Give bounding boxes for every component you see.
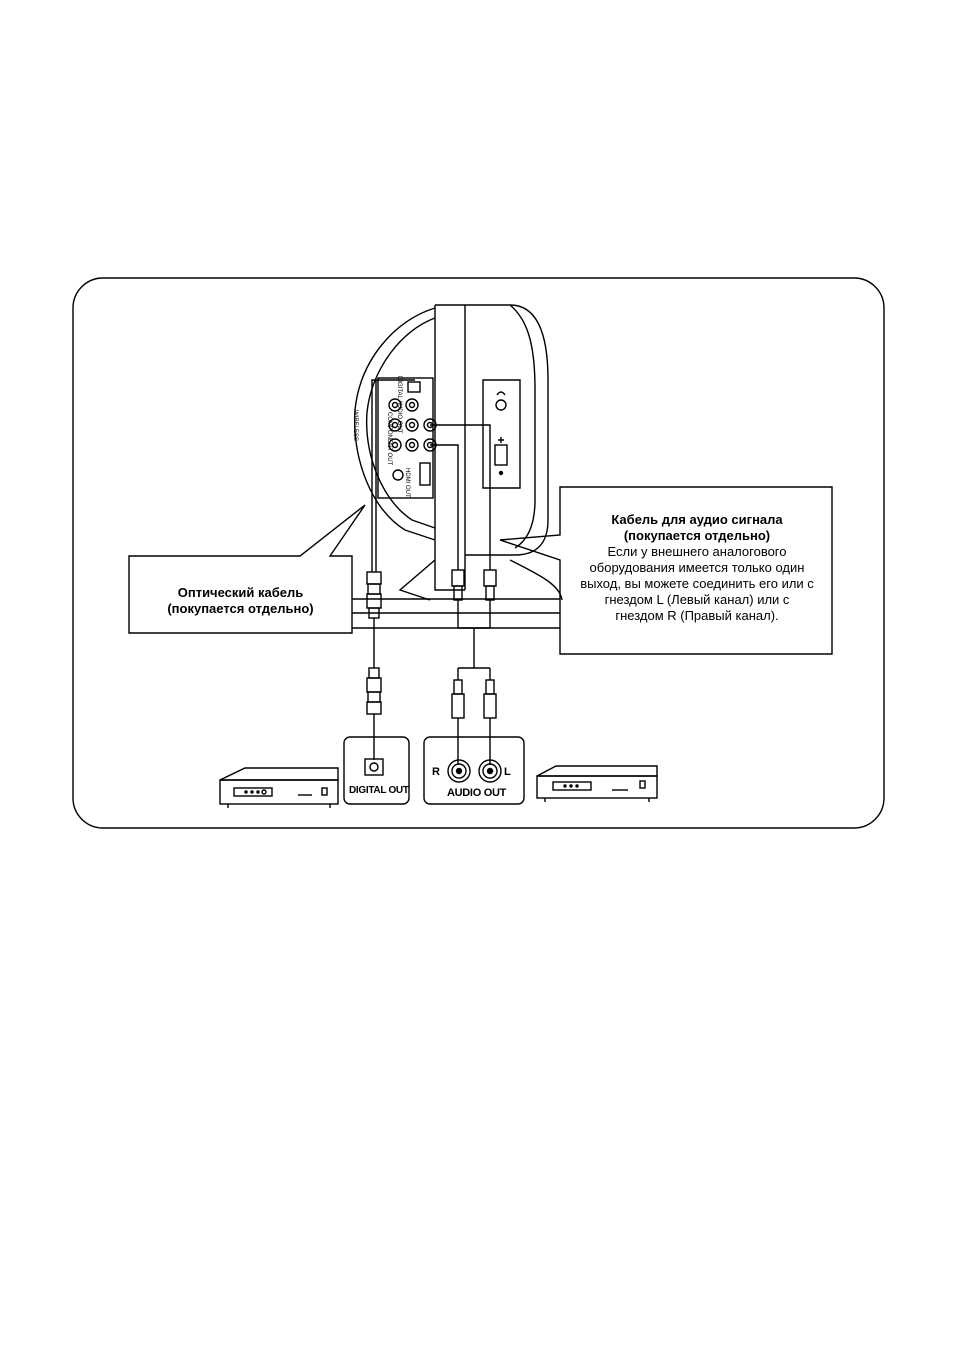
optical-callout-title-1: Оптический кабель — [177, 585, 304, 600]
tv-label-hdmi: HDMI OUT — [404, 468, 410, 498]
tv-label-component: COMPONENT OUT — [386, 412, 392, 466]
audio-callout-line-3: выход, вы можете соединить его или с — [580, 576, 814, 591]
optical-callout-title-2: (покупается отдельно) — [167, 601, 314, 616]
audio-callout-line-2: оборудования имеется только один — [589, 560, 805, 575]
audio-callout-line-1: Если у внешнего аналогового — [607, 544, 787, 559]
audio-callout-title-1: Кабель для аудио сигнала — [611, 512, 783, 527]
audio-receiver-icon — [537, 766, 657, 802]
audio-rca-cable — [430, 425, 496, 765]
audio-jack-l-label: L — [504, 766, 511, 778]
audio-callout-line-5: гнездом R (Правый канал). — [615, 608, 779, 623]
optical-jack-icon — [365, 759, 383, 775]
optical-cable-callout-text — [133, 585, 348, 617]
audio-callout-line-4: гнездом L (Левый канал) или с — [604, 592, 790, 607]
dvd-player-icon — [220, 768, 338, 808]
headphone-icon — [497, 392, 505, 395]
tv-label-wireless: WIRELESS — [352, 410, 358, 442]
tv-optical-jack-icon — [408, 382, 420, 392]
audio-jack-r-label: R — [432, 766, 440, 778]
digital-out-label: DIGITAL OUT — [349, 785, 409, 796]
tv-label-digital-audio: DIGITAL AUDIO OUT — [396, 376, 402, 434]
audio-callout-title-2: (покупается отдельно) — [623, 528, 771, 543]
audio-out-label: AUDIO OUT — [447, 787, 507, 799]
usb-icon — [498, 437, 504, 443]
audio-cable-callout-text — [568, 512, 826, 624]
